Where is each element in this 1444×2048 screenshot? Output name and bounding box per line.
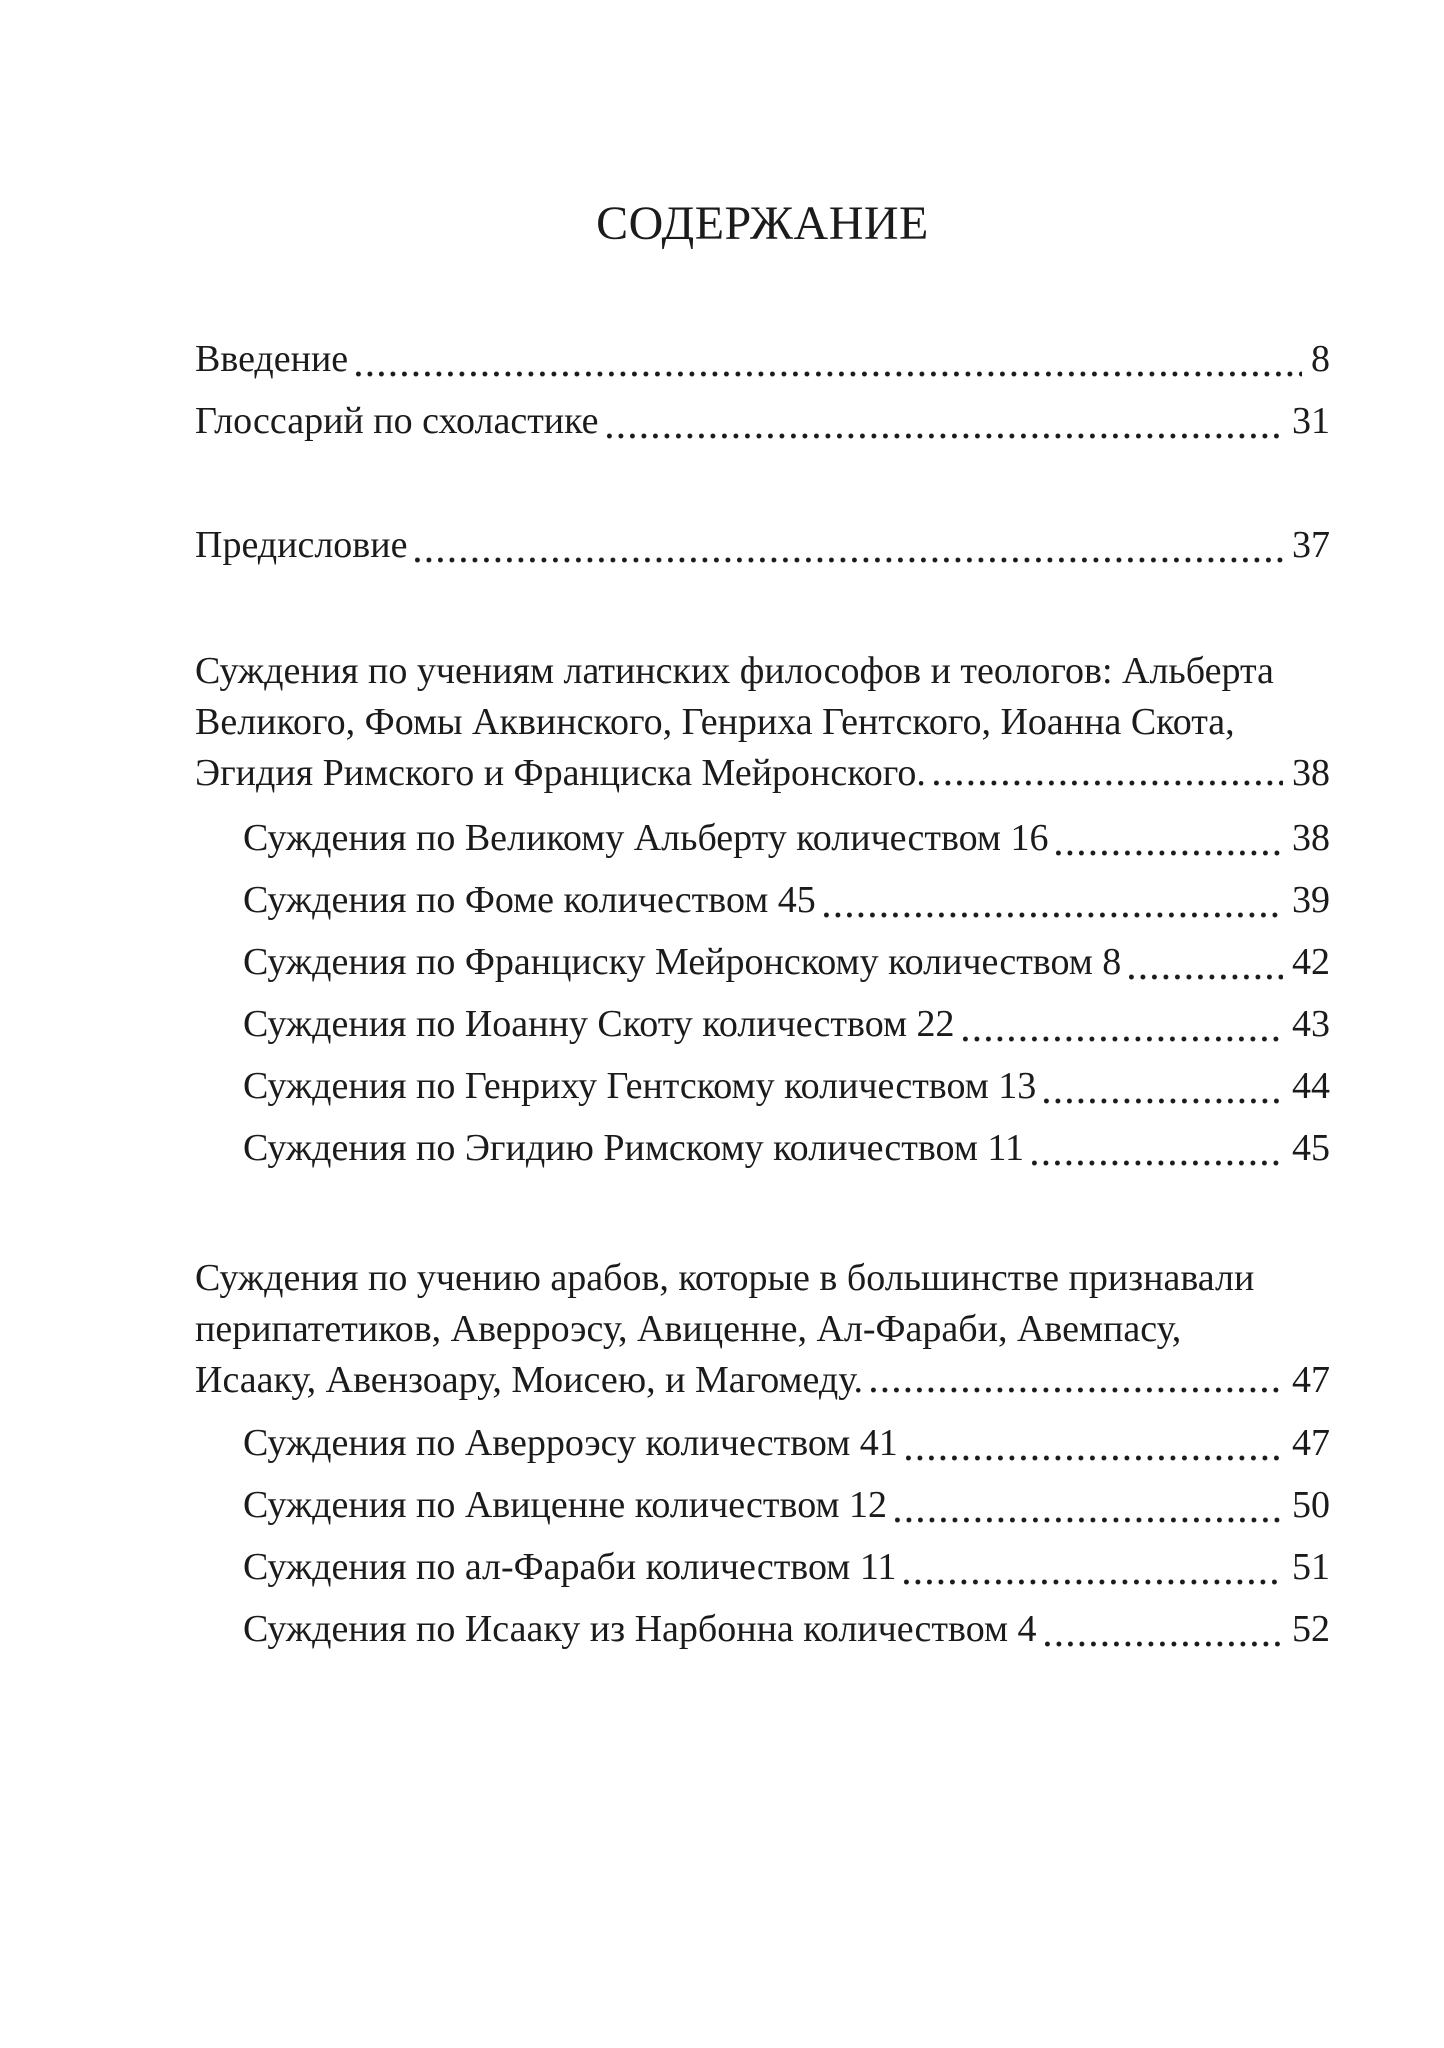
dot-leader [607,433,1283,439]
toc-page-number: 37 [1292,524,1330,566]
dot-leader [1044,1098,1283,1104]
toc-section-heading-line [195,1253,1330,1304]
toc-section-heading-line [195,697,1330,748]
toc-page-number: 44 [1292,1065,1330,1107]
dot-leader [963,1036,1283,1042]
toc-subentry [195,993,1330,1055]
dot-leader [356,371,1302,377]
toc-entry-text: Суждения по Иоанну Скоту количеством 22 [243,1003,955,1045]
toc-entry-text: Суждения по Эгидию Римскому количеством 11 [243,1127,1024,1169]
toc-page-number: 42 [1292,941,1330,983]
toc-page-number: 50 [1292,1484,1330,1526]
toc-page-number: 52 [1292,1608,1330,1650]
dot-leader [1032,1160,1283,1166]
dot-leader [871,1387,1283,1393]
toc-entry-text: Суждения по учениям латинских философов и теологов: Альберта [195,650,1274,692]
toc-section-heading-line [195,1304,1330,1355]
toc-entry [195,390,1330,452]
toc-entry-text: перипатетиков, Аверроэсу, Авиценне, Ал-Фараби, Авемпасу, [195,1308,1182,1350]
dot-leader [904,1579,1283,1585]
toc-page-number: 39 [1292,879,1330,921]
dot-leader [1045,1641,1283,1647]
toc-entry-text: Суждения по Генриху Гентскому количеством 13 [243,1065,1037,1107]
toc-entry [195,514,1330,576]
toc-page-number: 45 [1292,1127,1330,1169]
dot-leader [824,912,1283,918]
toc-entry-text: Суждения по ал-Фараби количеством 11 [243,1546,897,1588]
toc-subentry [195,1536,1330,1598]
toc-entry [195,328,1330,390]
dot-leader [895,1517,1283,1523]
toc-subentry [195,869,1330,931]
toc-page-number: 43 [1292,1003,1330,1045]
toc-page-number: 47 [1292,1359,1330,1401]
dot-leader [1056,850,1283,856]
toc-subentry [195,1055,1330,1117]
toc-entry-text: Суждения по учению арабов, которые в большинстве признавали [195,1257,1255,1299]
toc-entry-text: Суждения по Фоме количеством 45 [243,879,816,921]
toc-entry-text: Эгидия Римского и Франциска Мейронского. [195,752,926,794]
toc-page-number: 47 [1292,1422,1330,1464]
page-title: СОДЕРЖАНИЕ [596,197,929,250]
toc-subentry [195,1474,1330,1536]
toc-subentry [195,1412,1330,1474]
toc-entry-text: Суждения по Франциску Мейронскому количеством 8 [243,941,1122,983]
toc-subentry [195,931,1330,993]
toc-entry-text: Суждения по Исааку из Нарбонна количеством 4 [243,1608,1037,1650]
dot-leader [906,1455,1283,1461]
toc-section-heading-line [195,1355,1330,1406]
toc-entry-text: Исааку, Авензоару, Моисею, и Магомеду. [195,1359,863,1401]
toc-page-number: 31 [1292,400,1330,442]
toc-entry-text: Предисловие [195,524,408,566]
dot-leader [934,780,1283,786]
toc-page-number: 8 [1311,338,1330,380]
toc-entry-text: Великого, Фомы Аквинского, Генриха Гентского, Иоанна Скота, [195,701,1235,743]
toc-entry-text: Глоссарий по схоластике [195,400,599,442]
toc-page-number: 38 [1292,752,1330,794]
toc-entry-text: Суждения по Аверроэсу количеством 41 [243,1422,898,1464]
toc-page-number: 51 [1292,1546,1330,1588]
toc-entry-text: Суждения по Авиценне количеством 12 [243,1484,888,1526]
toc-entry-text: Суждения по Великому Альберту количеством 16 [243,817,1049,859]
toc-section-heading-line [195,748,1330,799]
toc-section-heading-line [195,646,1330,697]
toc-subentry [195,1598,1330,1660]
toc-subentry [195,807,1330,869]
toc-subentry [195,1117,1330,1179]
toc-entry-text: Введение [195,338,349,380]
dot-leader [415,557,1283,563]
dot-leader [1129,974,1283,980]
toc-page-number: 38 [1292,817,1330,859]
